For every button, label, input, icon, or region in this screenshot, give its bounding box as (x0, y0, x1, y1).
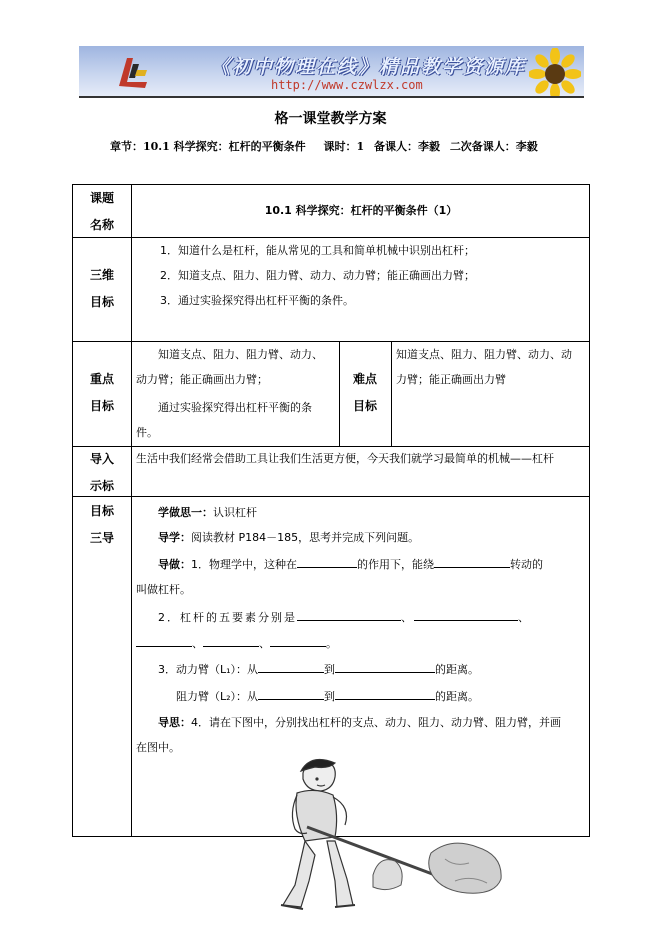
answer-blank[interactable] (297, 608, 401, 621)
key-point-line-3: 通过实验探究得出杠杆平衡的条 (158, 401, 312, 414)
intro-label: 导入 示标 (89, 452, 114, 493)
goals-label: 三维 目标 (89, 268, 114, 309)
answer-blank[interactable] (335, 660, 435, 673)
site-logo (113, 52, 153, 92)
meta-period: 课时：1 (323, 140, 365, 153)
difficulty-line-1: 知道支点、阻力、阻力臂、动力、动 (396, 348, 572, 361)
answer-blank[interactable] (335, 687, 435, 700)
sunflower-image (529, 48, 581, 98)
document-title: 格一课堂教学方案 (274, 111, 387, 127)
goal-item-1: 1．知道什么是杠杆，能从常见的工具和简单机械中识别出杠杆； (160, 244, 475, 257)
difficulty-label: 难点 目标 (352, 372, 377, 413)
key-point-line-2: 动力臂；能正确画出力臂； (136, 373, 268, 386)
answer-blank[interactable] (258, 687, 324, 700)
meta-chapter: 章节：10.1 科学探究：杠杆的平衡条件 (110, 140, 306, 153)
question-2: 2．杠杆的五要素分别是 、 、 (158, 605, 531, 630)
meta-preparer: 备课人：李毅 (373, 140, 440, 153)
question-3: 3．动力臂（L₁）：从 到 的距离。 (158, 657, 479, 682)
banner-divider (79, 96, 584, 98)
difficulty-line-2: 力臂；能正确画出力臂 (396, 373, 506, 386)
intro-text: 生活中我们经常会借助工具让我们生活更方便，今天我们就学习最简单的机械——杠杆 (136, 452, 554, 465)
answer-blank[interactable] (203, 634, 259, 647)
answer-blank[interactable] (414, 608, 518, 621)
question-2-cont: 、 、 。 (136, 631, 337, 656)
answer-blank[interactable] (258, 660, 324, 673)
key-point-line-1: 知道支点、阻力、阻力臂、动力、 (158, 348, 323, 361)
answer-blank[interactable] (136, 634, 192, 647)
study-heading: 学做思一：认识杠杆 (158, 506, 257, 519)
key-point-line-4: 件。 (136, 426, 158, 439)
question-1: 导做：1．物理学中，这种在 的作用下，能绕 转动的 (158, 552, 543, 577)
question-1-end: 叫做杠杆。 (136, 583, 191, 596)
guide-label: 目标 三导 (89, 504, 114, 545)
goal-item-3: 3．通过实验探究得出杠杆平衡的条件。 (160, 294, 354, 307)
answer-blank[interactable] (434, 555, 510, 568)
header-banner (79, 46, 584, 98)
think-instruction: 导思：4．请在下图中，分别找出杠杆的支点、动力、阻力、动力臂、阻力臂，并画 (158, 716, 561, 729)
answer-blank[interactable] (270, 634, 326, 647)
topic-label: 课题 名称 (89, 191, 114, 232)
think-instruction-end: 在图中。 (136, 741, 180, 754)
learn-instruction: 导学：阅读教材 P184－185，思考并完成下列问题。 (158, 531, 420, 544)
question-4: 阻力臂（L₂）：从 到 的距离。 (176, 684, 479, 709)
banner-url: http://www.czwlzx.com (271, 78, 423, 92)
lever-illustration (255, 755, 515, 930)
meta-second-preparer: 二次备课人：李毅 (449, 140, 538, 153)
goal-item-2: 2．知道支点、阻力、阻力臂、动力、动力臂；能正确画出力臂； (160, 269, 475, 282)
key-points-label: 重点 目标 (89, 372, 114, 413)
lesson-meta (110, 138, 552, 154)
topic-value: 10.1 科学探究：杠杆的平衡条件（1） (264, 204, 458, 217)
answer-blank[interactable] (297, 555, 357, 568)
banner-title: 《初中物理在线》精品教学资源库 (211, 56, 527, 78)
